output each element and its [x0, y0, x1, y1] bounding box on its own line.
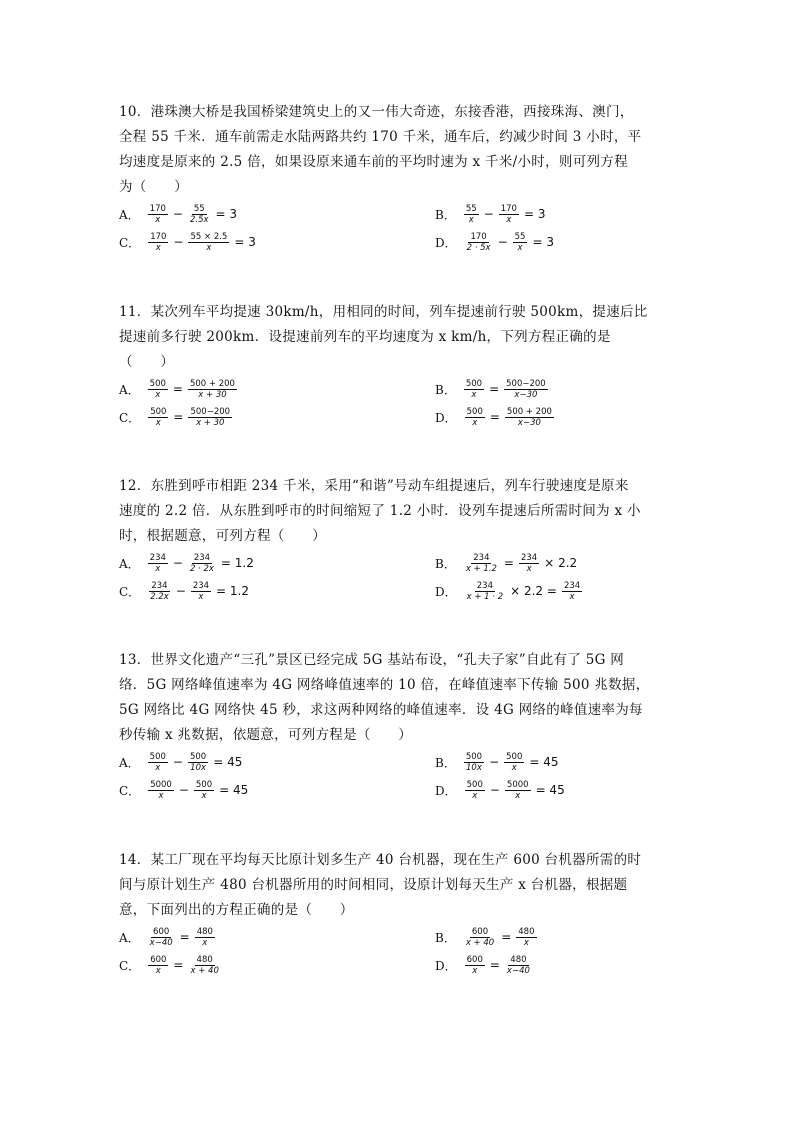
question-stem-line: 13．世界文化遗产“三孔”景区已经完成 5G 基站布设，“孔夫子家”自此有了 5G 网 [119, 652, 625, 668]
option-label: A． [119, 930, 140, 945]
fraction [188, 553, 216, 574]
numerator: 234 [563, 580, 581, 591]
equation-text: = [173, 958, 184, 972]
fraction [465, 581, 505, 602]
option-label: A． [119, 382, 140, 397]
question-stem-line: 为（ ） [119, 179, 188, 195]
numerator: 55 [193, 203, 205, 214]
numerator: 55 [465, 203, 477, 214]
options-row [119, 228, 679, 256]
denominator: x [155, 965, 161, 976]
option-label: B． [435, 207, 456, 222]
question-stem-line: 速度的 2.2 倍．从东胜到呼市的时间缩短了 1.2 小时．设列车提速后所需时间为 x 小 [119, 503, 641, 519]
denominator: x [198, 591, 204, 602]
denominator: x + 30 [198, 389, 227, 400]
option-label: D． [435, 958, 457, 973]
numerator: 170 [500, 203, 517, 214]
equation-text: = [489, 410, 500, 424]
option-a [119, 923, 217, 951]
question-stem-line: 间与原计划生产 480 台机器所用的时间相同，设原计划每天生产 x 台机器，根据题 [119, 877, 628, 893]
denominator: x [206, 242, 212, 253]
numerator: 234 [193, 552, 211, 563]
option-label: D． [435, 410, 457, 425]
option-b [435, 375, 550, 403]
denominator: x [471, 389, 477, 400]
option-label: C． [119, 235, 141, 250]
equation-text: = [172, 382, 183, 396]
denominator: x [155, 563, 161, 574]
numerator: 500 [465, 751, 483, 762]
equation-text: − [172, 207, 183, 221]
fraction [188, 204, 211, 225]
numerator: 170 [150, 231, 167, 242]
question-stem-line: 秒传输 x 兆数据，依题意，可列方程是（ ） [119, 727, 413, 743]
option-b [435, 748, 562, 776]
option-a [119, 748, 245, 776]
equation-text: = 45 [529, 755, 559, 769]
option-label: D． [435, 235, 457, 250]
denominator: x [155, 389, 161, 400]
denominator: 2 · 5x [466, 242, 491, 253]
fraction [148, 379, 168, 400]
option-label: D． [435, 584, 457, 599]
question-stem-line: 提速前多行驶 200km．设提速前列车的平均速度为 x km/h，下列方程正确的是 [119, 329, 611, 345]
fraction [148, 752, 168, 773]
question-stem-line: 意，下面列出的方程正确的是（ ） [119, 902, 354, 918]
fraction [148, 955, 168, 976]
option-label: B． [435, 930, 456, 945]
option-b [435, 549, 580, 577]
denominator: x [511, 762, 517, 773]
fraction [465, 407, 485, 428]
fraction [504, 379, 548, 400]
numerator: 480 [196, 926, 213, 937]
equation-text: − [173, 235, 184, 249]
equation-text: × 2.2 = [510, 584, 557, 598]
numerator: 234 [151, 580, 168, 591]
equation-text: = 45 [213, 755, 243, 769]
numerator: 55 × 2.5 [190, 231, 228, 242]
fraction [505, 780, 531, 801]
numerator: 234 [476, 580, 493, 591]
equation-text: − [178, 783, 189, 797]
denominator: x−40 [149, 937, 173, 948]
option-d [435, 403, 556, 431]
fraction [188, 752, 208, 773]
fraction [464, 379, 484, 400]
fraction [148, 927, 175, 948]
numerator: 500 [466, 779, 483, 790]
options-row [119, 403, 679, 431]
numerator: 55 [514, 231, 526, 242]
numerator: 500−200 [190, 406, 231, 417]
numerator: 234 [473, 552, 490, 563]
fraction [465, 780, 485, 801]
numerator: 500 [195, 779, 213, 790]
numerator: 234 [192, 580, 210, 591]
fraction [464, 204, 479, 225]
fraction [519, 553, 539, 574]
equation-text: = 1.2 [216, 584, 249, 598]
option-d [435, 951, 534, 979]
numerator: 5000 [506, 779, 529, 790]
fraction [464, 553, 499, 574]
equation-text: × 2.2 [544, 556, 578, 570]
denominator: x−40 [506, 965, 530, 976]
option-c [119, 577, 252, 605]
question-stem-line: 时，根据题意，可列方程（ ） [119, 528, 326, 544]
fraction [505, 955, 532, 976]
fraction [188, 379, 237, 400]
denominator: x [468, 214, 474, 225]
denominator: 10x [466, 762, 482, 773]
equation-text: = 45 [535, 783, 565, 797]
option-c [119, 951, 223, 979]
equation-text: = [173, 410, 184, 424]
numerator: 480 [510, 954, 527, 965]
option-label: A． [119, 755, 140, 770]
fraction [148, 232, 168, 253]
question-stem-line: 14．某工厂现在平均每天比原计划多生产 40 台机器，现在生产 600 台机器所需的时 [119, 852, 642, 868]
denominator: x [526, 563, 532, 574]
denominator: x [202, 937, 208, 948]
option-a [119, 549, 257, 577]
option-a [119, 200, 240, 228]
option-d [435, 228, 557, 256]
equation-text: = 1.2 [220, 556, 254, 570]
option-label: B． [435, 556, 456, 571]
denominator: x [155, 242, 161, 253]
fraction [188, 407, 232, 428]
option-label: B． [435, 382, 456, 397]
denominator: x [201, 790, 207, 801]
equation-text: = [503, 556, 514, 570]
fraction [148, 581, 171, 602]
fraction [499, 204, 519, 225]
equation-text: = [489, 958, 500, 972]
numerator: 234 [520, 552, 538, 563]
equation-text: − [172, 755, 183, 769]
denominator: x [472, 790, 478, 801]
denominator: x [155, 762, 161, 773]
option-label: D． [435, 783, 457, 798]
option-label: A． [119, 556, 140, 571]
fraction [504, 752, 524, 773]
numerator: 170 [470, 231, 487, 242]
numerator: 600 [471, 926, 489, 937]
fraction [464, 927, 496, 948]
options-row [119, 200, 679, 228]
option-b [435, 923, 539, 951]
equation-text: = [501, 930, 512, 944]
denominator: x + 1.2 [465, 563, 497, 574]
numerator: 500 [149, 378, 166, 389]
question-stem-line: （ ） [119, 354, 175, 370]
numerator: 600 [150, 954, 167, 965]
fraction [148, 407, 168, 428]
numerator: 500 [506, 751, 523, 762]
options-row [119, 375, 679, 403]
fraction [191, 581, 211, 602]
fraction [465, 955, 485, 976]
denominator: x [517, 242, 523, 253]
option-label: A． [119, 207, 140, 222]
options-row [119, 923, 679, 951]
equation-text: − [483, 207, 494, 221]
denominator: 2.2x [150, 591, 169, 602]
fraction [464, 752, 484, 773]
question-14 [119, 848, 679, 979]
numerator: 500 + 200 [506, 406, 552, 417]
equation-text: − [497, 235, 508, 249]
numerator: 500 [150, 406, 167, 417]
fraction [562, 581, 582, 602]
question-stem-line: 均速度是原来的 2.5 倍，如果设原来通车前的平均时速为 x 千米/小时，则可列方程 [119, 154, 628, 170]
option-label: C． [119, 410, 141, 425]
numerator: 170 [149, 203, 166, 214]
numerator: 480 [518, 926, 535, 937]
equation-text: − [489, 755, 500, 769]
option-c [119, 776, 251, 804]
fraction [148, 780, 174, 801]
numerator: 600 [153, 926, 170, 937]
option-label: C． [119, 584, 141, 599]
denominator: x−30 [514, 389, 538, 400]
option-c [119, 228, 259, 256]
numerator: 5000 [150, 779, 172, 790]
option-label: C． [119, 783, 141, 798]
fraction [516, 927, 536, 948]
fraction [194, 780, 214, 801]
equation-text: = 3 [523, 207, 546, 221]
question-11 [119, 300, 679, 431]
options-row [119, 549, 679, 577]
numerator: 500 [466, 406, 483, 417]
option-label: B． [435, 755, 456, 770]
numerator: 500 [189, 751, 207, 762]
options-row [119, 748, 679, 776]
numerator: 600 [466, 954, 483, 965]
denominator: 2 · 2x [189, 563, 214, 574]
denominator: x [515, 790, 521, 801]
fraction [188, 955, 220, 976]
denominator: x−30 [517, 417, 541, 428]
option-d [435, 776, 568, 804]
equation-text: = [179, 930, 190, 944]
options-row [119, 577, 679, 605]
equation-text: − [489, 783, 500, 797]
denominator: x + 30 [196, 417, 225, 428]
fraction [195, 927, 215, 948]
option-b [435, 200, 548, 228]
numerator: 234 [149, 552, 166, 563]
denominator: x + 40 [465, 937, 495, 948]
options-row [119, 776, 679, 804]
option-label: C． [119, 958, 141, 973]
fraction [513, 232, 528, 253]
question-stem-line: 络．5G 网络峰值速率为 4G 网络峰值速率的 10 倍，在峰值速率下传输 500 兆数据， [119, 677, 650, 693]
fraction [148, 204, 168, 225]
denominator: x [472, 965, 478, 976]
fraction [188, 232, 229, 253]
options-row [119, 951, 679, 979]
denominator: x [158, 790, 164, 801]
equation-text: − [175, 584, 186, 598]
question-stem-line: 10．港珠澳大桥是我国桥梁建筑史上的又一伟大奇迹，东接香港，西接珠海、澳门， [119, 104, 634, 120]
denominator: 2.5x [189, 214, 209, 225]
denominator: x [155, 417, 161, 428]
equation-text: = 45 [219, 783, 249, 797]
option-d [435, 577, 584, 605]
option-a [119, 375, 239, 403]
denominator: x [523, 937, 529, 948]
question-stem-line: 11．某次列车平均提速 30km/h，用相同的时间，列车提速前行驶 500km，提速后比 [119, 304, 648, 320]
denominator: x + 40 [190, 965, 219, 976]
numerator: 500 + 200 [189, 378, 235, 389]
question-12 [119, 474, 679, 605]
denominator: x [506, 214, 512, 225]
numerator: 480 [196, 954, 213, 965]
denominator: x + 1 · 2 [466, 591, 504, 602]
equation-text: = 3 [234, 235, 256, 249]
option-c [119, 403, 234, 431]
equation-text: = 3 [532, 235, 554, 249]
question-10 [119, 100, 679, 256]
fraction [148, 553, 168, 574]
denominator: x [155, 214, 161, 225]
equation-text: = [489, 382, 500, 396]
numerator: 500 [149, 751, 166, 762]
fraction [505, 407, 554, 428]
equation-text: − [172, 556, 183, 570]
question-stem-line: 5G 网络比 4G 网络快 45 秒，求这两种网络的峰值速率．设 4G 网络的峰值速率为每 [119, 702, 643, 718]
denominator: x [472, 417, 478, 428]
numerator: 500−200 [506, 378, 546, 389]
question-stem-line: 全程 55 千米．通车前需走水陆两路共约 170 千米，通车后，约减少时间 3 小时，平 [119, 129, 642, 145]
equation-text: = 3 [215, 207, 238, 221]
numerator: 500 [465, 378, 483, 389]
denominator: x [569, 591, 575, 602]
question-stem-line: 12．东胜到呼市相距 234 千米，采用“和谐”号动车组提速后，列车行驶速度是原来 [119, 478, 629, 494]
denominator: 10x [190, 762, 207, 773]
question-13 [119, 648, 679, 804]
fraction [465, 232, 493, 253]
